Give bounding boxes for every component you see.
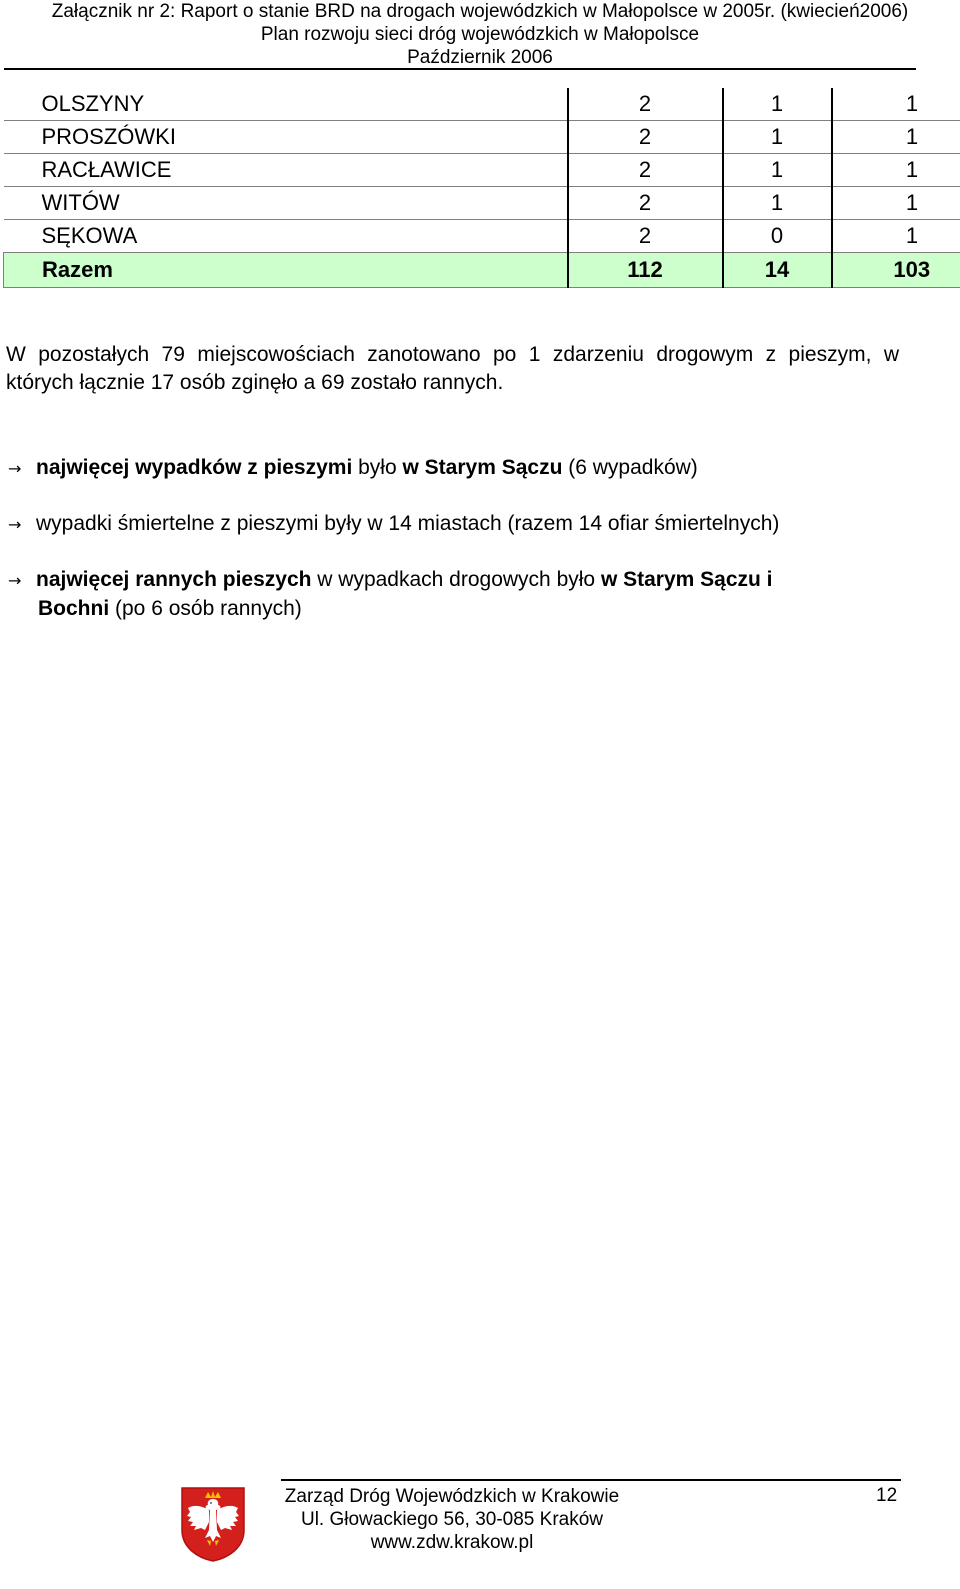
summary-paragraph: W pozostałych 79 miejscowościach zanotowano po 1 zdarzeniu drogowym z pieszym, w których łącznie 17 osób zginęło a 69 zostało rannych. <box>6 343 899 394</box>
place-name-cell: WITÓW <box>4 187 568 220</box>
place-name-cell: RACŁAWICE <box>4 154 568 187</box>
count-cell-1: 2 <box>568 154 723 187</box>
bullet-3-text-2: (po 6 osób rannych) <box>109 597 302 620</box>
place-name-cell: OLSZYNY <box>4 88 568 121</box>
table-row <box>4 154 960 187</box>
count-cell-2: 1 <box>723 187 832 220</box>
header-line-3: Październik 2006 <box>407 47 553 68</box>
count-cell-2: 0 <box>723 220 832 253</box>
bullet-2-text: wypadki śmiertelne z pieszymi były w 14 miastach (razem 14 ofiar śmiertelnych) <box>36 512 780 535</box>
bullet-most-injured <box>8 566 888 623</box>
bullet-most-accidents <box>8 454 888 483</box>
arrow-icon: → <box>8 571 22 590</box>
table-body <box>4 88 960 288</box>
count-cell-1: 2 <box>568 220 723 253</box>
table-row <box>4 220 960 253</box>
header-line-2: Plan rozwoju sieci dróg wojewódzkich w Małopolsce <box>260 24 700 45</box>
bullet-1-bold-1: najwięcej wypadków z pieszymi <box>36 456 353 479</box>
bullet-3-text-1: w wypadkach drogowych było <box>311 568 601 591</box>
arrow-icon: → <box>8 459 22 478</box>
count-cell-1: 112 <box>568 253 723 288</box>
footer-line-1: Zarząd Dróg Wojewódzkich w Krakowie <box>284 1486 620 1507</box>
count-cell-3: 1 <box>832 187 960 220</box>
bullet-3-bold-2: w Starym Sączu i <box>600 568 773 591</box>
page-header <box>0 0 960 69</box>
count-cell-2: 1 <box>723 121 832 154</box>
table-row <box>4 121 960 154</box>
bullet-1-text-2: (6 wypadków) <box>562 456 698 479</box>
malopolska-emblem-icon <box>180 1486 246 1562</box>
count-cell-3: 1 <box>832 154 960 187</box>
count-cell-1: 2 <box>568 121 723 154</box>
bullet-1-bold-2: w Starym Sączu <box>402 456 563 479</box>
place-name-cell: PROSZÓWKI <box>4 121 568 154</box>
total-row <box>4 253 960 288</box>
footer-website-link[interactable]: www.zdw.krakow.pl <box>370 1532 534 1553</box>
bullet-fatal-accidents <box>8 510 888 539</box>
count-cell-2: 1 <box>723 154 832 187</box>
header-line-1: Załącznik nr 2: Raport o stanie BRD na drogach wojewódzkich w Małopolsce w 2005r. (kwiecień2006) <box>51 1 909 22</box>
footer-line-2: Ul. Głowackiego 56, 30-085 Kraków <box>300 1509 604 1530</box>
count-cell-3: 103 <box>832 253 960 288</box>
place-name-cell: Razem <box>4 253 568 288</box>
count-cell-3: 1 <box>832 220 960 253</box>
arrow-icon: → <box>8 515 22 534</box>
count-cell-3: 1 <box>832 121 960 154</box>
table-row <box>4 187 960 220</box>
footer-address <box>262 1485 642 1554</box>
count-cell-2: 1 <box>723 88 832 121</box>
accidents-table <box>3 88 960 288</box>
bullet-3-bold-3: Bochni <box>38 597 110 620</box>
bullet-3-continuation <box>8 595 888 623</box>
footer-divider <box>281 1479 901 1481</box>
bullet-1-text-1: było <box>352 456 403 479</box>
count-cell-1: 2 <box>568 187 723 220</box>
count-cell-2: 14 <box>723 253 832 288</box>
table-row <box>4 88 960 121</box>
place-name-cell: SĘKOWA <box>4 220 568 253</box>
bullet-3-bold-1: najwięcej rannych pieszych <box>36 568 312 591</box>
header-divider <box>4 68 916 70</box>
page-number: 12 <box>876 1485 898 1506</box>
count-cell-1: 2 <box>568 88 723 121</box>
count-cell-3: 1 <box>832 88 960 121</box>
